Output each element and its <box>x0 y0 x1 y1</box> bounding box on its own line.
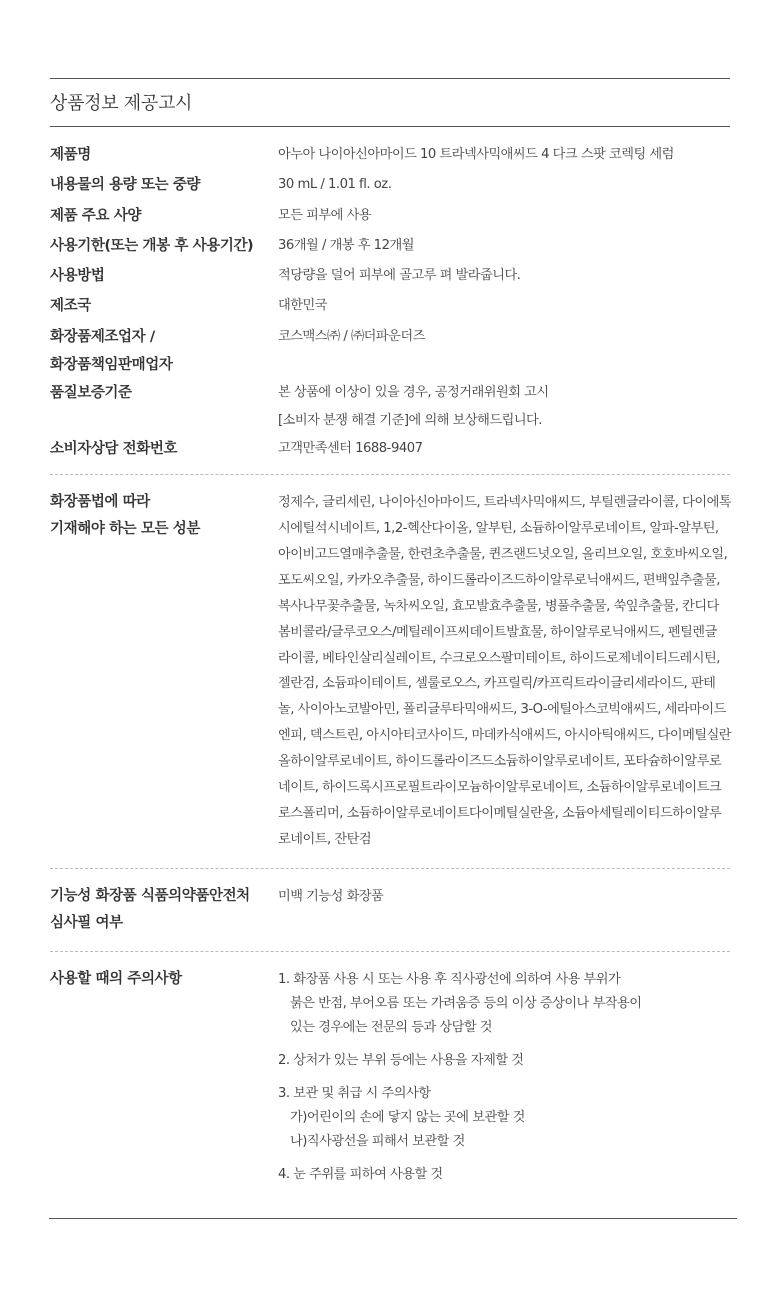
caution-line: 나)직사광선을 피해서 보관할 것 <box>290 1133 465 1149</box>
info-row <box>50 232 730 262</box>
ingredient-line: 아이비고드열매추출물, 한련초추출물, 퀸즈랜드넛오일, 올리브오일, 호호바씨오일, <box>278 546 728 562</box>
caution-row <box>50 966 730 1196</box>
info-value-line: 아누아 나이아신아마이드 10 트라넥사믹애씨드 4 다크 스팟 코렉팅 세럼 <box>278 147 674 162</box>
info-rows <box>50 141 730 465</box>
info-value-line: 모든 피부에 사용 <box>278 207 372 223</box>
functional-section <box>50 869 730 951</box>
info-value-line: 30 mL / 1.01 fl. oz. <box>278 177 392 193</box>
functional-value: 미백 기능성 화장품 <box>278 888 384 904</box>
caution-line: 4. 눈 주위를 피하여 사용할 것 <box>278 1166 443 1182</box>
info-row <box>50 323 730 379</box>
page-title: 상품정보 제공고시 <box>50 93 193 114</box>
ingredient-line: 라이콜, 베타인살리실레이트, 수크로오스팔미테이트, 하이드로제네이티드레시틴, <box>278 650 720 666</box>
info-row <box>50 171 730 201</box>
info-value-line: 고객만족센터 1688-9407 <box>278 440 423 456</box>
info-label-line: 화장품책임판매업자 <box>50 356 173 373</box>
info-value-line: 적당량을 덜어 피부에 골고루 펴 발라줍니다. <box>278 268 521 284</box>
caution-label: 사용할 때의 주의사항 <box>50 970 182 987</box>
info-label <box>50 232 278 260</box>
info-label <box>50 171 278 199</box>
info-label-line: 제품명 <box>50 147 91 163</box>
info-value <box>278 379 730 435</box>
ingredient-line: 포도씨오일, 카카오추출물, 하이드롤라이즈드하이알루로닉애씨드, 편백잎추출물, <box>278 572 720 588</box>
ingredients-label <box>50 489 278 543</box>
info-table <box>50 127 730 474</box>
info-value <box>278 232 730 260</box>
ingredients-list <box>278 489 731 853</box>
info-label-line: 사용기한(또는 개봉 후 사용기간) <box>50 237 254 254</box>
info-value-line: 대한민국 <box>278 298 327 314</box>
info-row <box>50 202 730 232</box>
ingredient-line: 로스폴리머, 소듐하이알루로네이트다이메틸실란올, 소듐아세틸레이티드하이알루 <box>278 805 722 821</box>
info-value <box>278 292 730 320</box>
info-label-line: 화장품제조업자 / <box>50 328 155 345</box>
info-value <box>278 262 730 290</box>
info-label <box>50 141 278 169</box>
caution-list <box>278 966 730 1196</box>
info-label <box>50 323 278 379</box>
info-label <box>50 292 278 320</box>
info-row <box>50 262 730 292</box>
caution-item <box>278 968 730 1040</box>
functional-label-line: 기능성 화장품 식품의약품안전처 <box>50 887 250 904</box>
info-row <box>50 292 730 322</box>
caution-item <box>278 1082 730 1154</box>
ingredient-line: 정제수, 글리세린, 나이아신아마이드, 트라넥사믹애씨드, 부틸렌글라이콜, 다이에톡 <box>278 495 732 511</box>
caution-line: 가)어린이의 손에 닿지 않는 곳에 보관할 것 <box>290 1109 525 1125</box>
caution-item <box>278 1163 730 1187</box>
ingredient-line: 로네이트, 잔탄검 <box>278 831 372 847</box>
info-value <box>278 202 730 230</box>
ingredient-line: 봄비콜라/글루코오스/메틸레이프씨데이트발효물, 하이알루로닉애씨드, 펜틸렌글 <box>278 624 717 640</box>
info-label <box>50 262 278 290</box>
functional-label-line: 심사필 여부 <box>50 914 123 931</box>
caution-item <box>278 1049 730 1073</box>
functional-label <box>50 883 278 937</box>
info-label-line: 내용물의 용량 또는 중량 <box>50 177 201 194</box>
info-label <box>50 435 278 463</box>
info-label <box>50 379 278 407</box>
info-row <box>50 379 730 435</box>
info-row <box>50 141 730 171</box>
ingredient-line: 올하이알루로네이트, 하이드롤라이즈드소듐하이알루로네이트, 포타슘하이알루로 <box>278 754 722 770</box>
caution-line: 2. 상처가 있는 부위 등에는 사용을 자제할 것 <box>278 1052 524 1068</box>
info-value <box>278 323 730 351</box>
info-label-line: 사용방법 <box>50 268 105 285</box>
info-label <box>50 202 278 230</box>
info-value <box>278 435 730 463</box>
ingredients-label-line: 기재해야 하는 모든 성분 <box>50 521 201 538</box>
caution-line: 1. 화장품 사용 시 또는 사용 후 직사광선에 의하여 사용 부위가 <box>278 971 621 987</box>
product-notice <box>50 78 730 1196</box>
info-label-line: 소비자상담 전화번호 <box>50 440 178 457</box>
caution-section <box>50 952 730 1196</box>
info-label-line: 제품 주요 사양 <box>50 207 141 224</box>
info-value-line: 본 상품에 이상이 있을 경우, 공정거래위원회 고시 <box>278 384 549 400</box>
info-label-line: 품질보증기준 <box>50 384 132 401</box>
bottom-divider <box>49 1218 737 1219</box>
info-row <box>50 435 730 465</box>
ingredient-line: 복사나무꽃추출물, 녹차씨오일, 효모발효추출물, 병풀추출물, 쑥잎추출물, 칸디다 <box>278 598 719 614</box>
caution-line: 3. 보관 및 취급 시 주의사항 <box>278 1085 431 1101</box>
ingredient-line: 엔피, 덱스트린, 아시아티코사이드, 마데카식애씨드, 아시아틱애씨드, 다이메틸실란 <box>278 728 732 744</box>
caution-line: 붉은 반점, 부어오름 또는 가려움증 등의 이상 증상이나 부작용이 <box>290 995 642 1011</box>
info-value-line: 코스맥스㈜ / ㈜더파운더즈 <box>278 328 425 344</box>
functional-row <box>50 883 730 937</box>
info-value <box>278 141 730 169</box>
info-value-line: [소비자 분쟁 해결 기준]에 의해 보상해드립니다. <box>278 412 542 428</box>
ingredient-line: 시에틸석시네이트, 1,2-헥산다이올, 알부틴, 소듐하이알루로네이트, 알파-알부틴, <box>278 520 719 536</box>
ingredient-line: 네이트, 하이드록시프로필트라이모늄하이알루로네이트, 소듐하이알루로네이트크 <box>278 780 722 796</box>
ingredients-section <box>50 475 730 868</box>
ingredients-label-line: 화장품법에 따라 <box>50 494 150 511</box>
ingredient-line: 놀, 사이아노코발아민, 폴리글루타믹애씨드, 3-O-에틸아스코빅애씨드, 세라마이드 <box>278 702 726 718</box>
caution-line: 있는 경우에는 전문의 등과 상담할 것 <box>290 1019 493 1035</box>
info-value <box>278 171 730 199</box>
info-label-line: 제조국 <box>50 298 91 315</box>
ingredient-line: 젤란검, 소듐파이테이트, 셀룰로오스, 카프릴릭/카프릭트라이글리세라이드, 판테 <box>278 676 716 692</box>
ingredients-row <box>50 489 730 853</box>
info-value-line: 36개월 / 개봉 후 12개월 <box>278 237 414 253</box>
